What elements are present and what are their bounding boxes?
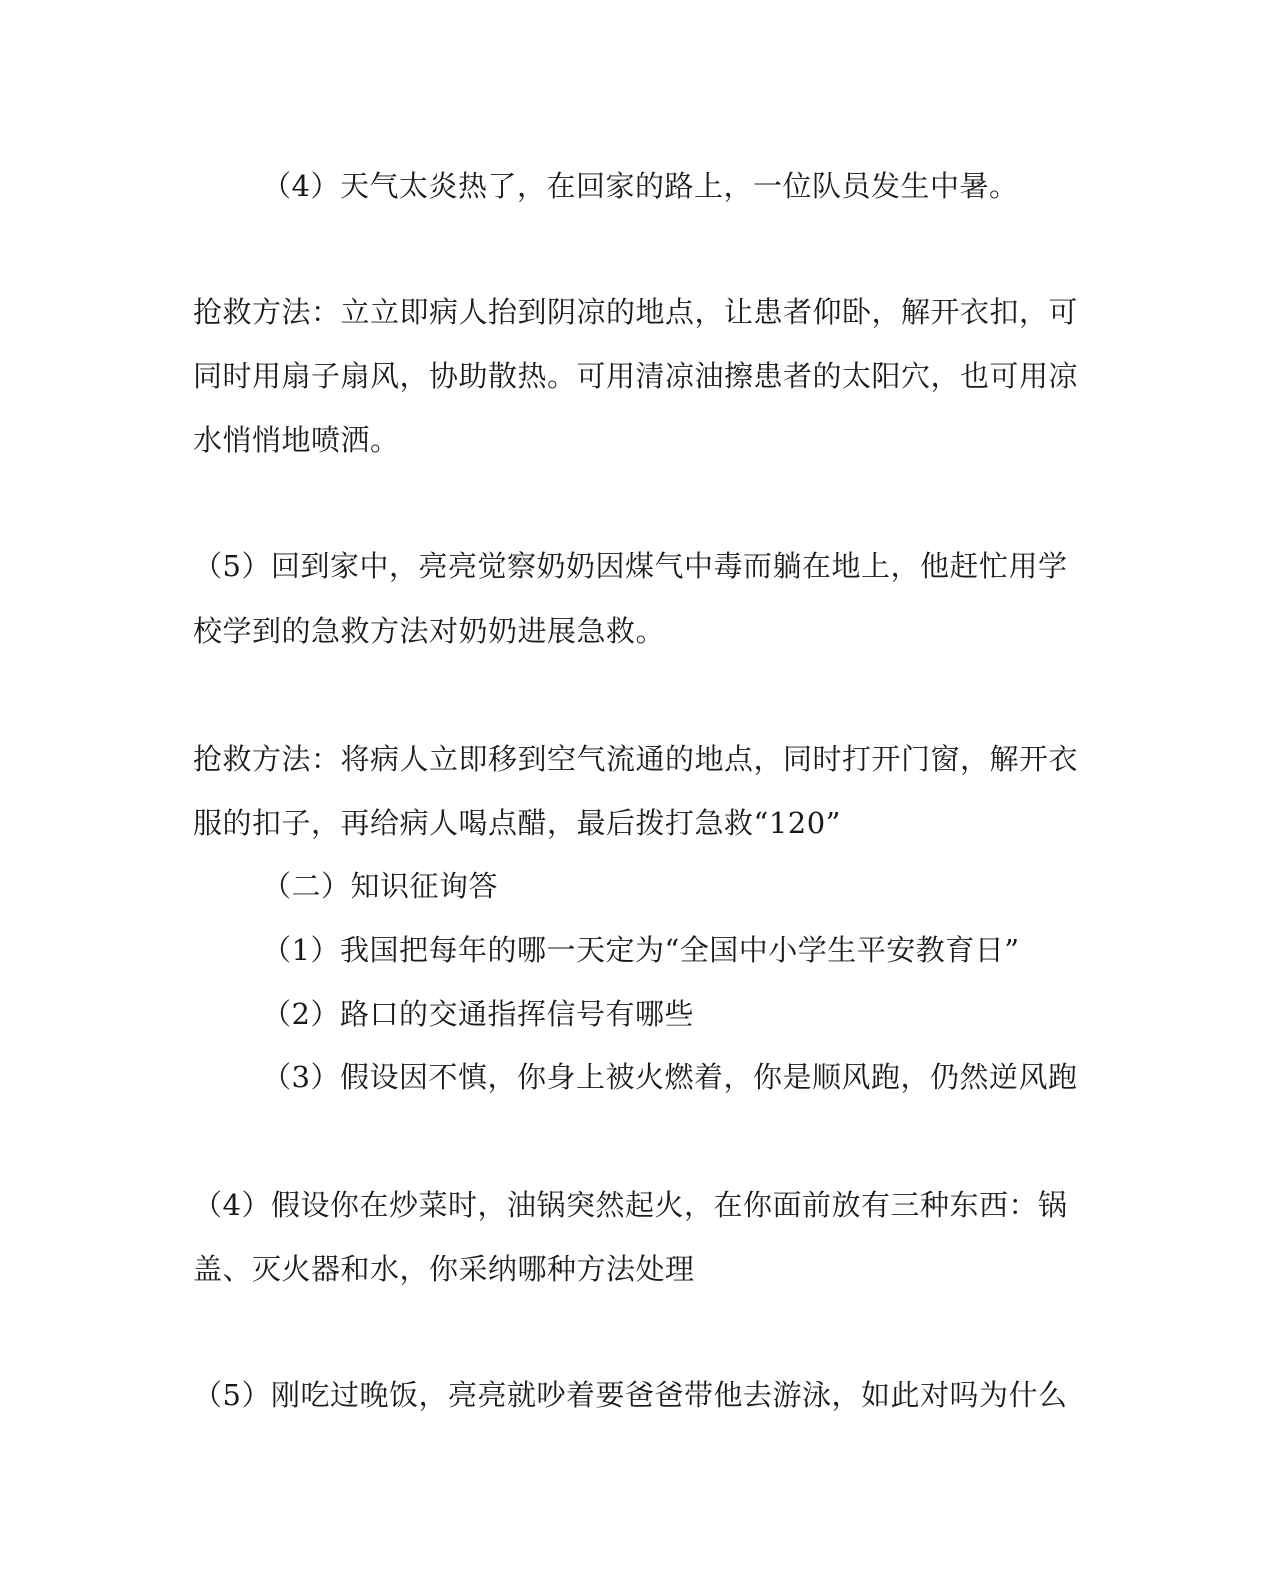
quiz-question-4-line-1: （4）假设你在炒菜时，油锅突然起火，在你面前放有三种东西：锅 [193,1188,1068,1222]
section-heading-quiz: （二）知识征询答 [262,869,499,903]
heatstroke-rescue-line-2: 同时用扇子扇风，协助散热。可用清凉油擦患者的太阳穴，也可用凉 [193,359,1079,393]
heatstroke-rescue-line-1: 抢救方法：立立即病人抬到阴凉的地点，让患者仰卧，解开衣扣，可 [193,295,1079,329]
heatstroke-rescue-line-3: 水悄悄地喷洒。 [193,423,400,457]
gas-poisoning-scenario-line-2: 校学到的急救方法对奶奶进展急救。 [193,614,666,648]
quiz-question-5: （5）刚吃过晚饭，亮亮就吵着要爸爸带他去游泳，如此对吗为什么 [193,1378,1068,1412]
gas-poisoning-scenario-line-1: （5）回到家中，亮亮觉察奶奶因煤气中毒而躺在地上，他赶忙用学 [193,549,1068,583]
heatstroke-scenario: （4）天气太炎热了，在回家的路上，一位队员发生中暑。 [262,169,1019,203]
gas-poisoning-rescue-line-1: 抢救方法：将病人立即移到空气流通的地点，同时打开门窗，解开衣 [193,742,1079,776]
quiz-question-1: （1）我国把每年的哪一天定为“全国中小学生平安教育日” [262,933,1020,967]
quiz-question-4-line-2: 盖、灭火器和水，你采纳哪种方法处理 [193,1252,695,1286]
quiz-question-2: （2）路口的交通指挥信号有哪些 [262,997,694,1031]
quiz-question-3: （3）假设因不慎，你身上被火燃着，你是顺风跑，仍然逆风跑 [262,1060,1078,1094]
gas-poisoning-rescue-line-2: 服的扣子，再给病人喝点醋，最后拨打急救“120” [193,806,842,840]
